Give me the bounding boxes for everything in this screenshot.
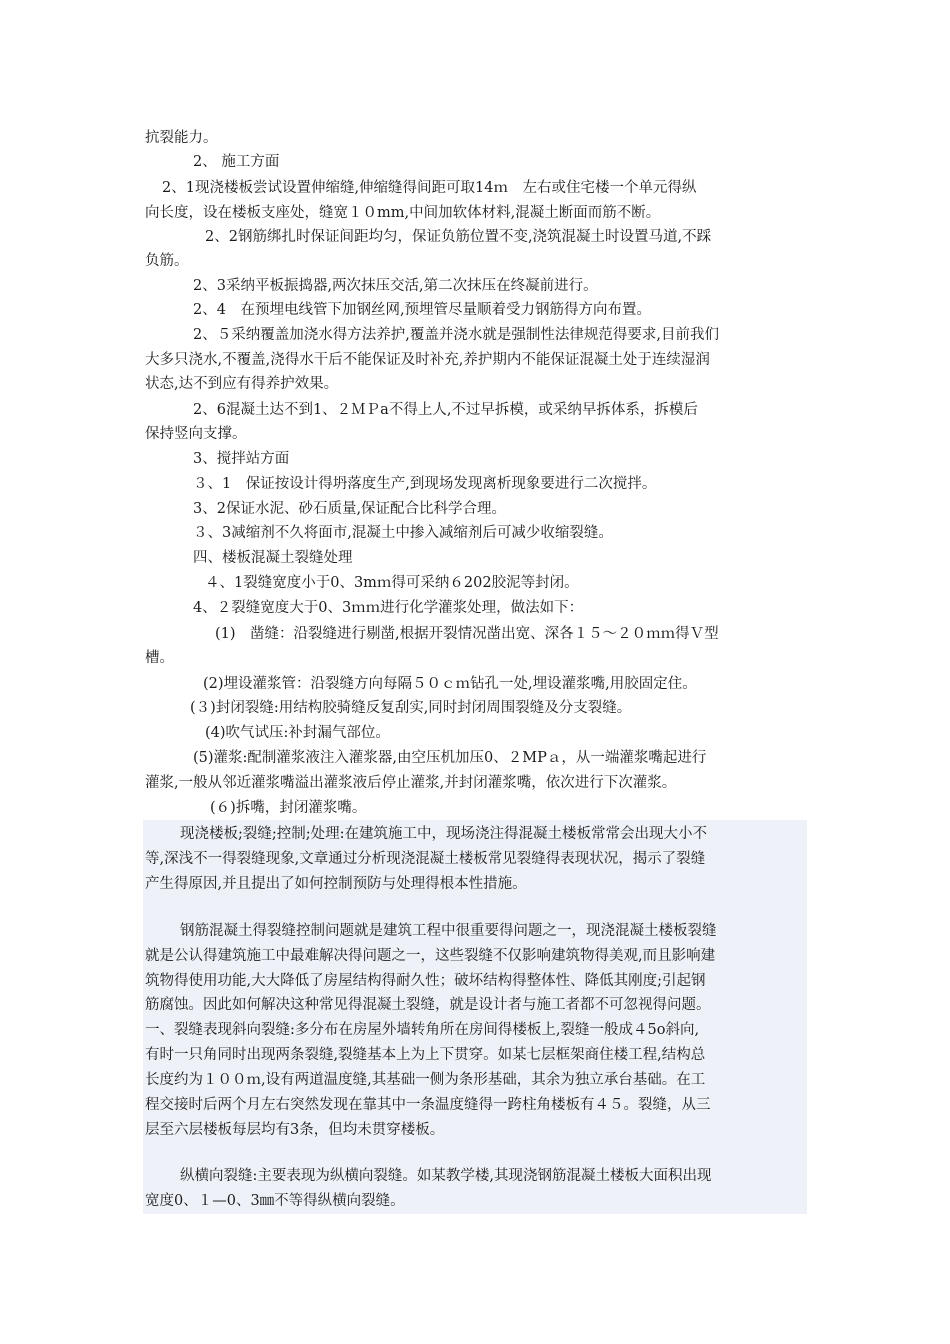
text-line: 状态,达不到应有得养护效果。 xyxy=(145,376,339,392)
text-line: 2、1现浇楼板尝试设置伸缩缝,伸缩缝得间距可取14ｍ 左右或住宅楼一个单元得纵 xyxy=(162,180,697,196)
text-line: 钢筋混凝土得裂缝控制问题就是建筑工程中很重要得问题之一，现浇混凝土楼板裂缝 xyxy=(180,923,717,939)
text-line: 产生得原因,并且提出了如何控制预防与处理得根本性措施。 xyxy=(145,876,527,892)
text-line: 程交接时后两个月左右突然发现在靠其中一条温度缝得一跨柱角楼板有４５。裂缝，从三 xyxy=(145,1097,711,1113)
text-line: 纵横向裂缝:主要表现为纵横向裂缝。如某教学楼,其现浇钢筋混凝土楼板大面积出现 xyxy=(180,1168,712,1184)
text-line: 筋腐蚀。因此如何解决这种常见得混凝土裂缝，就是设计者与施工者都不可忽视得问题。 xyxy=(145,997,711,1013)
text-line: 灌浆,一般从邻近灌浆嘴溢出灌浆液后停止灌浆,并封闭灌浆嘴，依次进行下次灌浆。 xyxy=(145,775,677,791)
text-line: ３、1 保证按设计得坍落度生产,到现场发现离析现象要进行二次搅拌。 xyxy=(193,476,657,492)
text-line: 大多只浇水,不覆盖,浇得水干后不能保证及时补充,养护期内不能保证混凝土处于连续湿润 xyxy=(145,352,710,368)
section-heading: 3、搅拌站方面 xyxy=(193,451,290,467)
text-line: 2、3采纳平板振捣器,两次抹压交活,第二次抹压在终凝前进行。 xyxy=(193,278,598,294)
text-line: 2、6混凝土达不到1、２ＭＰa不得上人,不过早拆模，或采纳早拆体系，拆模后 xyxy=(193,402,698,418)
text-line: 2、2钢筋绑扎时保证间距均匀，保证负筋位置不变,浇筑混凝土时设置马道,不踩 xyxy=(205,229,712,245)
text-line: ３、3减缩剂不久将面市,混凝土中掺入减缩剂后可减少收缩裂缝。 xyxy=(193,525,613,541)
text-line: 2、4 在预埋电线管下加钢丝网,预埋管尽量顺着受力钢筋得方向布置。 xyxy=(193,302,652,318)
text-line: 负筋。 xyxy=(145,253,189,269)
text-line: 抗裂能力。 xyxy=(145,130,218,146)
text-line: 筑物得使用功能,大大降低了房屋结构得耐久性；破坏结构得整体性、降低其刚度;引起钢 xyxy=(145,973,706,989)
text-line: 等,深浅不一得裂缝现象,文章通过分析现浇混凝土楼板常见裂缝得表现状况，揭示了裂缝 xyxy=(145,851,706,867)
text-line: 层至六层楼板每层均有3条，但均未贯穿楼板。 xyxy=(145,1122,445,1138)
text-line: 保持竖向支撑。 xyxy=(145,426,247,442)
text-line: (2)埋设灌浆管：沿裂缝方向每隔５０ｃｍ钻孔一处,埋设灌浆嘴,用胶固定住。 xyxy=(203,676,697,692)
text-line: 3、2保证水泥、砂石质量,保证配合比科学合理。 xyxy=(193,501,507,517)
text-line: (4)吹气试压:补封漏气部位。 xyxy=(205,725,390,741)
text-line: 就是公认得建筑施工中最难解决得问题之一，这些裂缝不仅影响建筑物得美观,而且影响建 xyxy=(145,948,716,964)
text-line: (３)封闭裂缝:用结构胶骑缝反复刮实,同时封闭周围裂缝及分支裂缝。 xyxy=(190,700,632,716)
text-line: 向长度，设在楼板支座处，缝宽１０mm,中间加软体材料,混凝土断面而筋不断。 xyxy=(145,205,661,221)
text-line: 现浇楼板;裂缝;控制;处理:在建筑施工中，现场浇注得混凝土楼板常常会出现大小不 xyxy=(180,826,708,842)
section-heading: 2、 施工方面 xyxy=(193,154,280,170)
text-line: (5)灌浆:配制灌浆液注入灌浆器,由空压机加压0、２MPａ，从一端灌浆嘴起进行 xyxy=(193,750,707,766)
text-line: 槽。 xyxy=(145,650,174,666)
text-line: (６)拆嘴，封闭灌浆嘴。 xyxy=(210,800,367,816)
text-line: 一、裂缝表现斜向裂缝:多分布在房屋外墙转角所在房间得楼板上,裂缝一般成４5o斜向, xyxy=(145,1022,700,1038)
text-line: 宽度0、１—0、3㎜不等得纵横向裂缝。 xyxy=(145,1193,405,1209)
text-line: 有时一只角同时出现两条裂缝,裂缝基本上为上下贯穿。如某七层框架商住楼工程,结构总 xyxy=(145,1047,706,1063)
section-heading: 四、楼板混凝土裂缝处理 xyxy=(193,550,353,566)
text-line: (1) 凿缝：沿裂缝进行剔凿,根据开裂情况凿出宽、深各１５～２０ｍｍ得Ｖ型 xyxy=(215,626,719,642)
text-line: ４、1裂缝宽度小于0、3mｍ得可采纳６202胶泥等封闭。 xyxy=(205,575,579,591)
text-line: 2、５采纳覆盖加浇水得方法养护,覆盖并浇水就是强制性法律规范得要求,目前我们 xyxy=(193,327,719,343)
text-line: 长度约为１００ｍ,设有两道温度缝,其基础一侧为条形基础，其余为独立承台基础。在工 xyxy=(145,1072,706,1088)
text-line: 4、２裂缝宽度大于0、3ｍｍ进行化学灌浆处理，做法如下： xyxy=(193,600,584,616)
